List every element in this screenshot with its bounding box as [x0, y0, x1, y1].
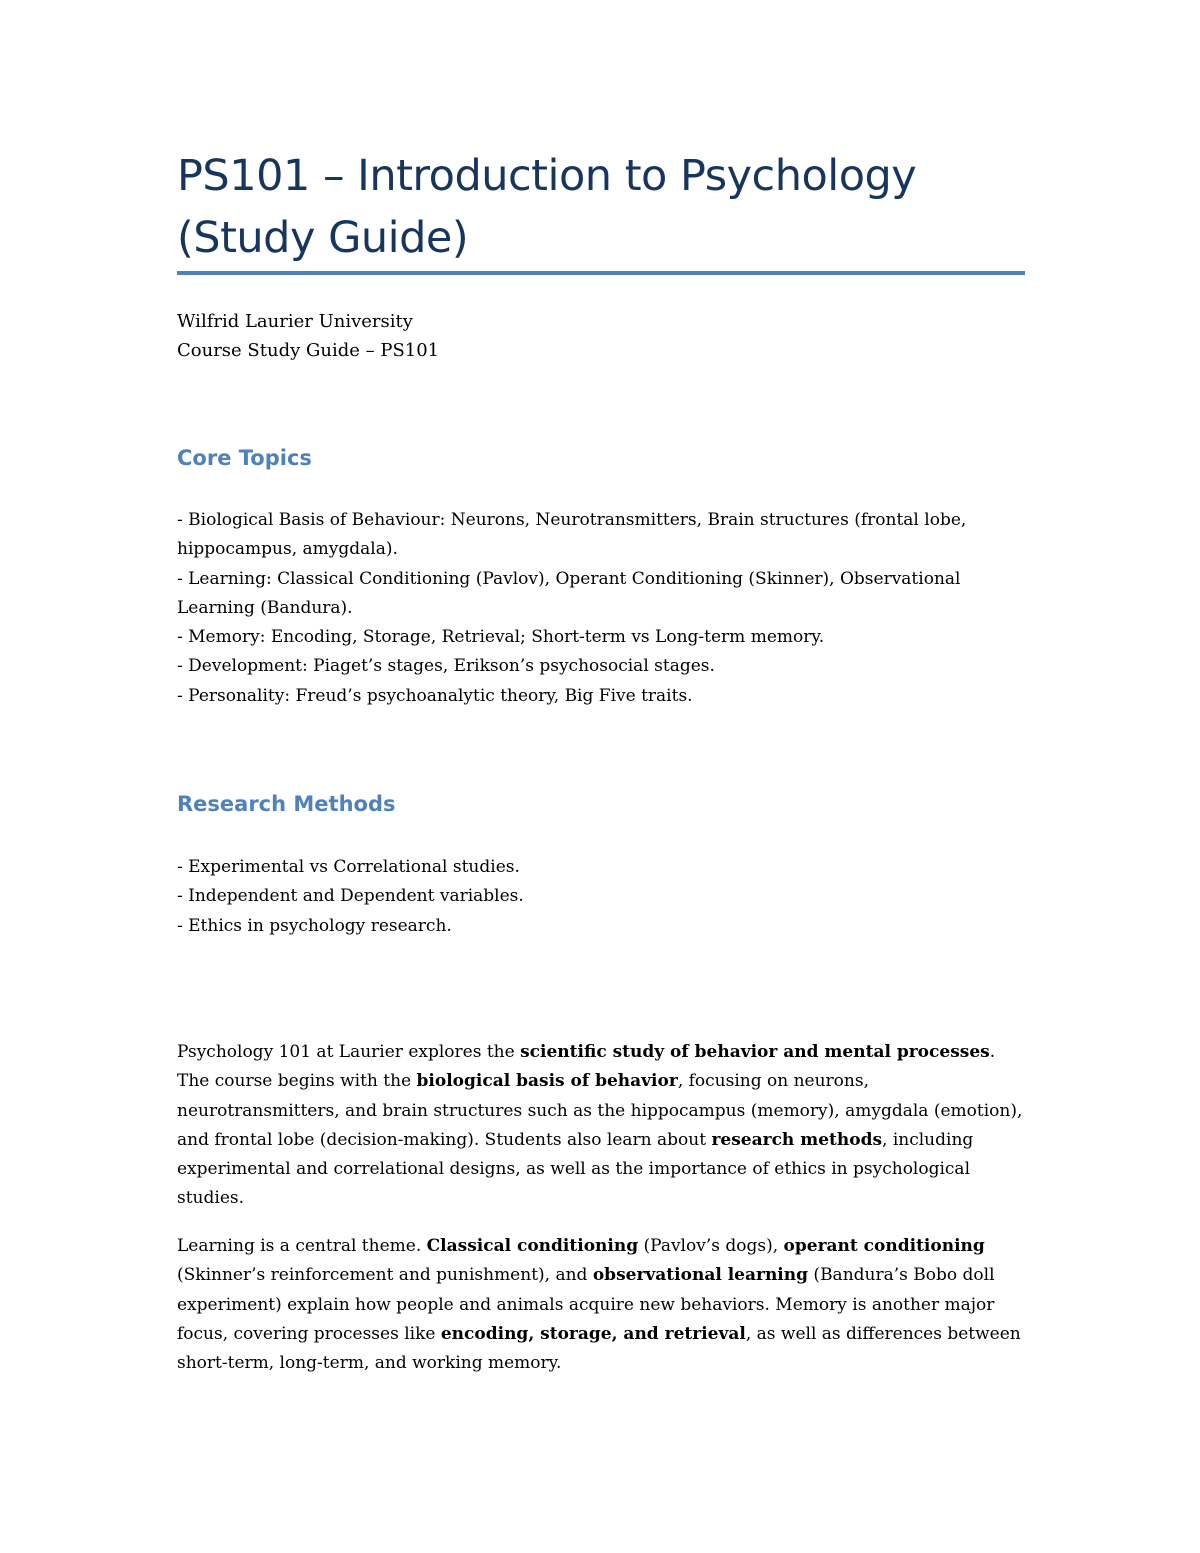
bold-run: biological basis of behavior — [416, 1071, 678, 1092]
title-line-2: (Study Guide) — [177, 213, 469, 263]
research-methods-heading: Research Methods — [177, 792, 396, 816]
core-topic-item: - Personality: Freud’s psychoanalytic theory, Big Five traits. — [177, 685, 693, 706]
intro-paragraph — [177, 1038, 1027, 1214]
text-run: Psychology 101 at Laurier explores the — [177, 1042, 521, 1062]
core-topic-item: - Biological Basis of Behaviour: Neurons, Neurotransmitters, Brain structures (frontal lobe, hippocampus, amygdala). — [177, 510, 967, 560]
learning-paragraph — [177, 1232, 1027, 1378]
core-topics-list — [177, 506, 1027, 711]
core-topic-item: - Memory: Encoding, Storage, Retrieval; Short-term vs Long-term memory. — [177, 627, 825, 648]
document-title — [177, 145, 1027, 269]
bold-run: research methods — [711, 1129, 883, 1150]
bold-run: observational learning — [592, 1265, 809, 1286]
text-run: (Bandura’s Bobo doll experiment) explain how people and animals acquire new behaviors. Memory is another major focus, covering processes like — [177, 1265, 995, 1344]
document-meta — [177, 307, 439, 365]
text-run: Learning is a central theme. — [177, 1236, 427, 1256]
research-methods-list — [177, 853, 1027, 941]
text-run: , including experimental and correlational designs, as well as the importance of ethics in psychological studies. — [177, 1129, 974, 1209]
text-run: . The course begins with the — [177, 1042, 996, 1092]
title-underline — [177, 271, 1025, 275]
text-run: , focusing on neurons, neurotransmitters, and brain structures such as the hippocampus (memory), amygdala (emotion), and frontal lobe (decision-making). Students also learn about — [177, 1071, 1023, 1150]
bold-run: operant conditioning — [783, 1236, 985, 1256]
title-line-1: PS101 – Introduction to Psychology — [177, 151, 917, 201]
text-run: (Skinner’s reinforcement and punishment), and — [177, 1265, 593, 1286]
text-run: , as well as differences between short-term, long-term, and working memory. — [177, 1323, 1021, 1374]
institution-name: Wilfrid Laurier University — [177, 311, 413, 332]
text-run: (Pavlov’s dogs), — [638, 1236, 784, 1256]
bold-run: scientific study of behavior and mental processes — [520, 1042, 990, 1062]
core-topic-item: - Development: Piaget’s stages, Erikson’s psychosocial stages. — [177, 656, 715, 677]
core-topics-heading: Core Topics — [177, 446, 312, 470]
document-subtitle: Course Study Guide – PS101 — [177, 340, 440, 361]
core-topic-item: - Learning: Classical Conditioning (Pavlov), Operant Conditioning (Skinner), Observational Learning (Bandura). — [177, 568, 961, 618]
research-method-item: - Experimental vs Correlational studies. — [177, 857, 520, 877]
bold-run: Classical conditioning — [426, 1236, 639, 1256]
bold-run: encoding, storage, and retrieval — [440, 1323, 746, 1344]
research-method-item: - Ethics in psychology research. — [177, 915, 452, 936]
research-method-item: - Independent and Dependent variables. — [177, 886, 524, 907]
